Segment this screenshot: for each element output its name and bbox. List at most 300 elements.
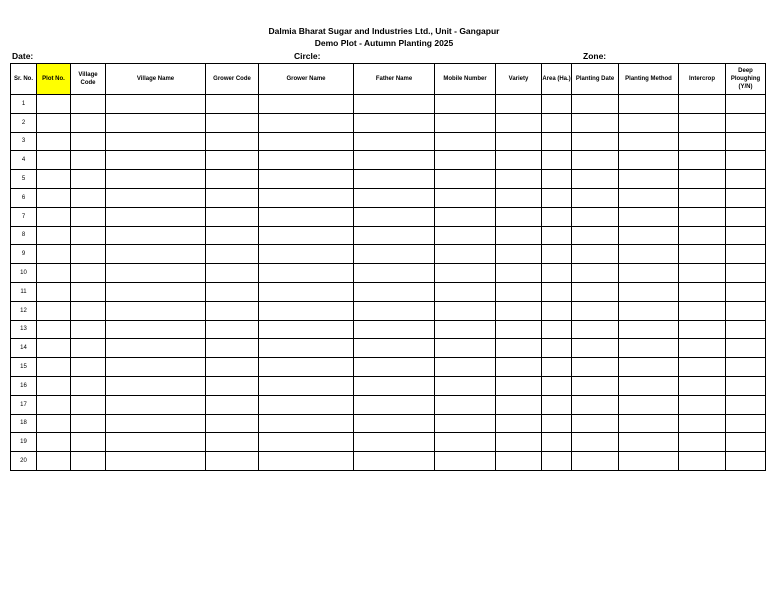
entry-cell[interactable] bbox=[71, 301, 106, 320]
entry-cell[interactable] bbox=[679, 132, 726, 151]
entry-cell[interactable] bbox=[106, 95, 206, 114]
entry-cell[interactable] bbox=[37, 376, 71, 395]
entry-cell[interactable] bbox=[542, 132, 572, 151]
entry-cell[interactable] bbox=[679, 301, 726, 320]
entry-cell[interactable] bbox=[726, 339, 766, 358]
entry-cell[interactable] bbox=[71, 170, 106, 189]
entry-cell[interactable] bbox=[71, 320, 106, 339]
entry-cell[interactable] bbox=[726, 301, 766, 320]
entry-cell[interactable] bbox=[206, 132, 259, 151]
table-row bbox=[11, 414, 766, 433]
table-row bbox=[11, 264, 766, 283]
entry-cell[interactable] bbox=[37, 264, 71, 283]
entry-cell[interactable] bbox=[354, 282, 435, 301]
entry-cell[interactable] bbox=[679, 414, 726, 433]
entry-cell[interactable] bbox=[619, 320, 679, 339]
entry-cell[interactable] bbox=[354, 339, 435, 358]
entry-cell[interactable] bbox=[572, 113, 619, 132]
entry-cell[interactable] bbox=[496, 132, 542, 151]
entry-cell[interactable] bbox=[679, 433, 726, 452]
entry-cell[interactable] bbox=[106, 301, 206, 320]
entry-cell[interactable] bbox=[726, 376, 766, 395]
entry-cell[interactable] bbox=[496, 264, 542, 283]
entry-cell[interactable] bbox=[726, 320, 766, 339]
entry-cell[interactable] bbox=[726, 414, 766, 433]
column-header-village-name: Village Name bbox=[106, 64, 206, 95]
entry-cell[interactable] bbox=[435, 170, 496, 189]
entry-cell[interactable] bbox=[206, 358, 259, 377]
entry-cell[interactable] bbox=[259, 358, 354, 377]
entry-cell[interactable] bbox=[106, 395, 206, 414]
column-header-sr-no: Sr. No. bbox=[11, 64, 37, 95]
entry-cell[interactable] bbox=[206, 170, 259, 189]
entry-cell[interactable] bbox=[619, 113, 679, 132]
table-row bbox=[11, 113, 766, 132]
entry-cell[interactable] bbox=[259, 95, 354, 114]
entry-cell[interactable] bbox=[106, 170, 206, 189]
entry-cell[interactable] bbox=[106, 207, 206, 226]
entry-cell[interactable] bbox=[726, 207, 766, 226]
sheet-subtitle: Demo Plot - Autumn Planting 2025 bbox=[314, 38, 454, 48]
entry-cell[interactable] bbox=[206, 376, 259, 395]
entry-cell[interactable] bbox=[435, 188, 496, 207]
entry-cell[interactable] bbox=[354, 113, 435, 132]
entry-cell[interactable] bbox=[496, 113, 542, 132]
entry-cell[interactable] bbox=[259, 414, 354, 433]
entry-cell[interactable] bbox=[259, 376, 354, 395]
entry-cell[interactable] bbox=[435, 207, 496, 226]
entry-cell[interactable] bbox=[496, 282, 542, 301]
entry-cell[interactable] bbox=[619, 282, 679, 301]
entry-cell[interactable] bbox=[259, 207, 354, 226]
entry-cell[interactable] bbox=[354, 132, 435, 151]
entry-cell[interactable] bbox=[619, 226, 679, 245]
entry-cell[interactable] bbox=[206, 226, 259, 245]
entry-cell[interactable] bbox=[37, 320, 71, 339]
column-header-deep-ploughing: Deep Ploughing (Y/N) bbox=[726, 64, 766, 95]
entry-cell[interactable] bbox=[726, 132, 766, 151]
entry-cell[interactable] bbox=[496, 452, 542, 471]
date-label: Date: bbox=[12, 51, 34, 61]
entry-cell[interactable] bbox=[435, 414, 496, 433]
entry-cell[interactable] bbox=[619, 151, 679, 170]
entry-cell[interactable] bbox=[435, 132, 496, 151]
entry-cell[interactable] bbox=[496, 245, 542, 264]
table-row bbox=[11, 151, 766, 170]
entry-cell[interactable] bbox=[726, 358, 766, 377]
entry-cell[interactable] bbox=[354, 376, 435, 395]
entry-cell[interactable] bbox=[542, 452, 572, 471]
entry-cell[interactable] bbox=[542, 226, 572, 245]
entry-cell[interactable] bbox=[106, 320, 206, 339]
entry-cell[interactable] bbox=[354, 245, 435, 264]
entry-cell[interactable] bbox=[619, 188, 679, 207]
entry-cell[interactable] bbox=[354, 188, 435, 207]
entry-cell[interactable] bbox=[37, 245, 71, 264]
entry-cell[interactable] bbox=[71, 282, 106, 301]
entry-cell[interactable] bbox=[37, 301, 71, 320]
entry-cell[interactable] bbox=[679, 188, 726, 207]
entry-cell[interactable] bbox=[542, 245, 572, 264]
entry-cell[interactable] bbox=[679, 452, 726, 471]
entry-cell[interactable] bbox=[435, 282, 496, 301]
entry-cell[interactable] bbox=[106, 358, 206, 377]
entry-cell[interactable] bbox=[572, 207, 619, 226]
entry-cell[interactable] bbox=[106, 113, 206, 132]
entry-cell[interactable] bbox=[726, 264, 766, 283]
sr-no-cell: 10 bbox=[11, 264, 37, 283]
entry-cell[interactable] bbox=[542, 320, 572, 339]
entry-cell[interactable] bbox=[542, 301, 572, 320]
entry-cell[interactable] bbox=[542, 282, 572, 301]
entry-cell[interactable] bbox=[435, 264, 496, 283]
entry-cell[interactable] bbox=[354, 395, 435, 414]
entry-cell[interactable] bbox=[106, 376, 206, 395]
entry-cell[interactable] bbox=[679, 170, 726, 189]
entry-cell[interactable] bbox=[71, 245, 106, 264]
entry-cell[interactable] bbox=[206, 395, 259, 414]
entry-cell[interactable] bbox=[435, 320, 496, 339]
entry-cell[interactable] bbox=[37, 226, 71, 245]
sr-no-cell: 7 bbox=[11, 207, 37, 226]
entry-cell[interactable] bbox=[71, 95, 106, 114]
entry-cell[interactable] bbox=[206, 282, 259, 301]
entry-cell[interactable] bbox=[106, 452, 206, 471]
entry-cell[interactable] bbox=[726, 452, 766, 471]
entry-cell[interactable] bbox=[619, 245, 679, 264]
entry-cell[interactable] bbox=[354, 95, 435, 114]
entry-cell[interactable] bbox=[435, 339, 496, 358]
entry-cell[interactable] bbox=[572, 414, 619, 433]
entry-cell[interactable] bbox=[71, 376, 106, 395]
sr-no-cell: 15 bbox=[11, 358, 37, 377]
entry-cell[interactable] bbox=[71, 264, 106, 283]
sr-no-cell: 2 bbox=[11, 113, 37, 132]
entry-cell[interactable] bbox=[496, 151, 542, 170]
entry-cell[interactable] bbox=[354, 301, 435, 320]
entry-cell[interactable] bbox=[572, 95, 619, 114]
entry-cell[interactable] bbox=[106, 245, 206, 264]
sr-no-cell: 6 bbox=[11, 188, 37, 207]
entry-cell[interactable] bbox=[572, 264, 619, 283]
entry-cell[interactable] bbox=[619, 452, 679, 471]
entry-cell[interactable] bbox=[435, 358, 496, 377]
entry-cell[interactable] bbox=[726, 282, 766, 301]
entry-cell[interactable] bbox=[542, 170, 572, 189]
entry-cell[interactable] bbox=[619, 132, 679, 151]
entry-cell[interactable] bbox=[496, 95, 542, 114]
entry-cell[interactable] bbox=[37, 132, 71, 151]
entry-cell[interactable] bbox=[679, 395, 726, 414]
column-header-intercrop: Intercrop bbox=[679, 64, 726, 95]
sr-no-cell: 8 bbox=[11, 226, 37, 245]
entry-cell[interactable] bbox=[726, 95, 766, 114]
table-row bbox=[11, 207, 766, 226]
entry-cell[interactable] bbox=[679, 207, 726, 226]
entry-cell[interactable] bbox=[679, 95, 726, 114]
entry-cell[interactable] bbox=[572, 245, 619, 264]
entry-cell[interactable] bbox=[496, 339, 542, 358]
entry-cell[interactable] bbox=[71, 188, 106, 207]
entry-cell[interactable] bbox=[496, 395, 542, 414]
table-row bbox=[11, 226, 766, 245]
entry-cell[interactable] bbox=[206, 320, 259, 339]
entry-cell[interactable] bbox=[542, 95, 572, 114]
entry-cell[interactable] bbox=[259, 320, 354, 339]
entry-cell[interactable] bbox=[496, 414, 542, 433]
entry-cell[interactable] bbox=[354, 320, 435, 339]
entry-cell[interactable] bbox=[679, 339, 726, 358]
entry-cell[interactable] bbox=[206, 452, 259, 471]
entry-cell[interactable] bbox=[37, 113, 71, 132]
entry-cell[interactable] bbox=[435, 245, 496, 264]
entry-cell[interactable] bbox=[206, 301, 259, 320]
entry-cell[interactable] bbox=[354, 226, 435, 245]
header-row bbox=[11, 64, 766, 95]
entry-cell[interactable] bbox=[542, 376, 572, 395]
entry-cell[interactable] bbox=[679, 358, 726, 377]
entry-cell[interactable] bbox=[259, 170, 354, 189]
entry-cell[interactable] bbox=[71, 226, 106, 245]
entry-cell[interactable] bbox=[619, 170, 679, 189]
entry-cell[interactable] bbox=[206, 339, 259, 358]
entry-cell[interactable] bbox=[37, 151, 71, 170]
column-header-planting-date: Planting Date bbox=[572, 64, 619, 95]
entry-cell[interactable] bbox=[726, 113, 766, 132]
entry-cell[interactable] bbox=[542, 188, 572, 207]
entry-cell[interactable] bbox=[71, 433, 106, 452]
entry-cell[interactable] bbox=[259, 226, 354, 245]
entry-cell[interactable] bbox=[572, 339, 619, 358]
entry-cell[interactable] bbox=[572, 282, 619, 301]
entry-cell[interactable] bbox=[71, 358, 106, 377]
entry-cell[interactable] bbox=[679, 226, 726, 245]
entry-cell[interactable] bbox=[496, 226, 542, 245]
sr-no-cell: 18 bbox=[11, 414, 37, 433]
entry-cell[interactable] bbox=[542, 151, 572, 170]
entry-cell[interactable] bbox=[572, 170, 619, 189]
entry-cell[interactable] bbox=[206, 264, 259, 283]
entry-cell[interactable] bbox=[572, 320, 619, 339]
entry-cell[interactable] bbox=[435, 433, 496, 452]
entry-cell[interactable] bbox=[354, 433, 435, 452]
entry-cell[interactable] bbox=[37, 433, 71, 452]
column-header-area: Area (Ha.) bbox=[542, 64, 572, 95]
company-title: Dalmia Bharat Sugar and Industries Ltd., Unit - Gangapur bbox=[268, 26, 500, 36]
entry-cell[interactable] bbox=[259, 282, 354, 301]
entry-cell[interactable] bbox=[435, 301, 496, 320]
entry-cell[interactable] bbox=[37, 414, 71, 433]
entry-cell[interactable] bbox=[679, 245, 726, 264]
entry-cell[interactable] bbox=[37, 282, 71, 301]
entry-cell[interactable] bbox=[619, 433, 679, 452]
entry-cell[interactable] bbox=[619, 207, 679, 226]
entry-cell[interactable] bbox=[726, 151, 766, 170]
table-row bbox=[11, 188, 766, 207]
entry-cell[interactable] bbox=[106, 151, 206, 170]
entry-cell[interactable] bbox=[37, 207, 71, 226]
entry-cell[interactable] bbox=[259, 113, 354, 132]
entry-cell[interactable] bbox=[496, 433, 542, 452]
entry-cell[interactable] bbox=[71, 113, 106, 132]
entry-cell[interactable] bbox=[354, 207, 435, 226]
table-row bbox=[11, 339, 766, 358]
entry-cell[interactable] bbox=[542, 207, 572, 226]
sr-no-cell: 17 bbox=[11, 395, 37, 414]
entry-cell[interactable] bbox=[435, 95, 496, 114]
entry-cell[interactable] bbox=[259, 132, 354, 151]
table-row bbox=[11, 301, 766, 320]
entry-cell[interactable] bbox=[619, 376, 679, 395]
entry-cell[interactable] bbox=[619, 95, 679, 114]
entry-cell[interactable] bbox=[106, 414, 206, 433]
circle-label: Circle: bbox=[294, 51, 321, 61]
entry-cell[interactable] bbox=[354, 414, 435, 433]
entry-cell[interactable] bbox=[572, 226, 619, 245]
entry-cell[interactable] bbox=[106, 226, 206, 245]
entry-cell[interactable] bbox=[572, 132, 619, 151]
entry-cell[interactable] bbox=[679, 376, 726, 395]
entry-cell[interactable] bbox=[259, 301, 354, 320]
entry-cell[interactable] bbox=[619, 358, 679, 377]
entry-cell[interactable] bbox=[572, 301, 619, 320]
entry-cell[interactable] bbox=[542, 113, 572, 132]
entry-cell[interactable] bbox=[726, 188, 766, 207]
entry-cell[interactable] bbox=[354, 264, 435, 283]
entry-cell[interactable] bbox=[542, 395, 572, 414]
entry-cell[interactable] bbox=[679, 282, 726, 301]
entry-cell[interactable] bbox=[206, 414, 259, 433]
entry-cell[interactable] bbox=[572, 358, 619, 377]
entry-cell[interactable] bbox=[435, 395, 496, 414]
entry-cell[interactable] bbox=[354, 151, 435, 170]
entry-cell[interactable] bbox=[619, 301, 679, 320]
entry-cell[interactable] bbox=[354, 358, 435, 377]
entry-cell[interactable] bbox=[106, 132, 206, 151]
entry-cell[interactable] bbox=[206, 245, 259, 264]
entry-cell[interactable] bbox=[37, 358, 71, 377]
sr-no-cell: 16 bbox=[11, 376, 37, 395]
entry-cell[interactable] bbox=[206, 207, 259, 226]
entry-cell[interactable] bbox=[542, 433, 572, 452]
entry-cell[interactable] bbox=[726, 170, 766, 189]
entry-cell[interactable] bbox=[259, 433, 354, 452]
entry-cell[interactable] bbox=[496, 188, 542, 207]
entry-cell[interactable] bbox=[679, 113, 726, 132]
entry-cell[interactable] bbox=[354, 170, 435, 189]
entry-cell[interactable] bbox=[37, 452, 71, 471]
entry-cell[interactable] bbox=[679, 264, 726, 283]
entry-cell[interactable] bbox=[71, 207, 106, 226]
entry-cell[interactable] bbox=[354, 452, 435, 471]
entry-cell[interactable] bbox=[435, 151, 496, 170]
entry-cell[interactable] bbox=[106, 339, 206, 358]
table-body bbox=[11, 95, 766, 471]
entry-cell[interactable] bbox=[71, 414, 106, 433]
entry-cell[interactable] bbox=[572, 151, 619, 170]
entry-cell[interactable] bbox=[496, 358, 542, 377]
entry-cell[interactable] bbox=[496, 207, 542, 226]
entry-cell[interactable] bbox=[619, 264, 679, 283]
entry-cell[interactable] bbox=[259, 339, 354, 358]
entry-cell[interactable] bbox=[542, 414, 572, 433]
entry-cell[interactable] bbox=[106, 188, 206, 207]
entry-cell[interactable] bbox=[726, 433, 766, 452]
entry-cell[interactable] bbox=[106, 433, 206, 452]
entry-cell[interactable] bbox=[206, 433, 259, 452]
entry-cell[interactable] bbox=[619, 414, 679, 433]
entry-cell[interactable] bbox=[679, 320, 726, 339]
entry-cell[interactable] bbox=[572, 395, 619, 414]
entry-cell[interactable] bbox=[496, 376, 542, 395]
entry-cell[interactable] bbox=[726, 245, 766, 264]
entry-cell[interactable] bbox=[106, 282, 206, 301]
column-header-mobile-number: Mobile Number bbox=[435, 64, 496, 95]
entry-cell[interactable] bbox=[496, 320, 542, 339]
entry-cell[interactable] bbox=[435, 452, 496, 471]
entry-cell[interactable] bbox=[37, 395, 71, 414]
entry-cell[interactable] bbox=[572, 376, 619, 395]
entry-cell[interactable] bbox=[542, 264, 572, 283]
entry-cell[interactable] bbox=[435, 376, 496, 395]
entry-cell[interactable] bbox=[259, 151, 354, 170]
entry-cell[interactable] bbox=[206, 151, 259, 170]
entry-cell[interactable] bbox=[435, 226, 496, 245]
entry-cell[interactable] bbox=[71, 132, 106, 151]
entry-cell[interactable] bbox=[259, 245, 354, 264]
entry-cell[interactable] bbox=[37, 188, 71, 207]
entry-cell[interactable] bbox=[572, 188, 619, 207]
entry-cell[interactable] bbox=[726, 226, 766, 245]
entry-cell[interactable] bbox=[206, 188, 259, 207]
entry-cell[interactable] bbox=[206, 113, 259, 132]
entry-cell[interactable] bbox=[496, 170, 542, 189]
column-header-village-code: Village Code bbox=[71, 64, 106, 95]
entry-cell[interactable] bbox=[71, 395, 106, 414]
entry-cell[interactable] bbox=[71, 151, 106, 170]
entry-cell[interactable] bbox=[106, 264, 206, 283]
entry-cell[interactable] bbox=[259, 188, 354, 207]
entry-cell[interactable] bbox=[71, 339, 106, 358]
sr-no-cell: 14 bbox=[11, 339, 37, 358]
entry-cell[interactable] bbox=[572, 452, 619, 471]
entry-cell[interactable] bbox=[37, 95, 71, 114]
entry-cell[interactable] bbox=[37, 339, 71, 358]
entry-cell[interactable] bbox=[619, 339, 679, 358]
entry-cell[interactable] bbox=[259, 264, 354, 283]
entry-cell[interactable] bbox=[206, 95, 259, 114]
entry-cell[interactable] bbox=[37, 170, 71, 189]
sr-no-cell: 3 bbox=[11, 132, 37, 151]
column-header-planting-method: Planting Method bbox=[619, 64, 679, 95]
table-row bbox=[11, 376, 766, 395]
entry-cell[interactable] bbox=[259, 395, 354, 414]
entry-cell[interactable] bbox=[496, 301, 542, 320]
entry-cell[interactable] bbox=[259, 452, 354, 471]
entry-cell[interactable] bbox=[542, 339, 572, 358]
entry-cell[interactable] bbox=[435, 113, 496, 132]
table-row bbox=[11, 320, 766, 339]
entry-cell[interactable] bbox=[572, 433, 619, 452]
sr-no-cell: 9 bbox=[11, 245, 37, 264]
entry-cell[interactable] bbox=[619, 395, 679, 414]
entry-cell[interactable] bbox=[679, 151, 726, 170]
table-row bbox=[11, 358, 766, 377]
demo-plot-table bbox=[10, 63, 766, 471]
entry-cell[interactable] bbox=[542, 358, 572, 377]
entry-cell[interactable] bbox=[71, 452, 106, 471]
entry-cell[interactable] bbox=[726, 395, 766, 414]
